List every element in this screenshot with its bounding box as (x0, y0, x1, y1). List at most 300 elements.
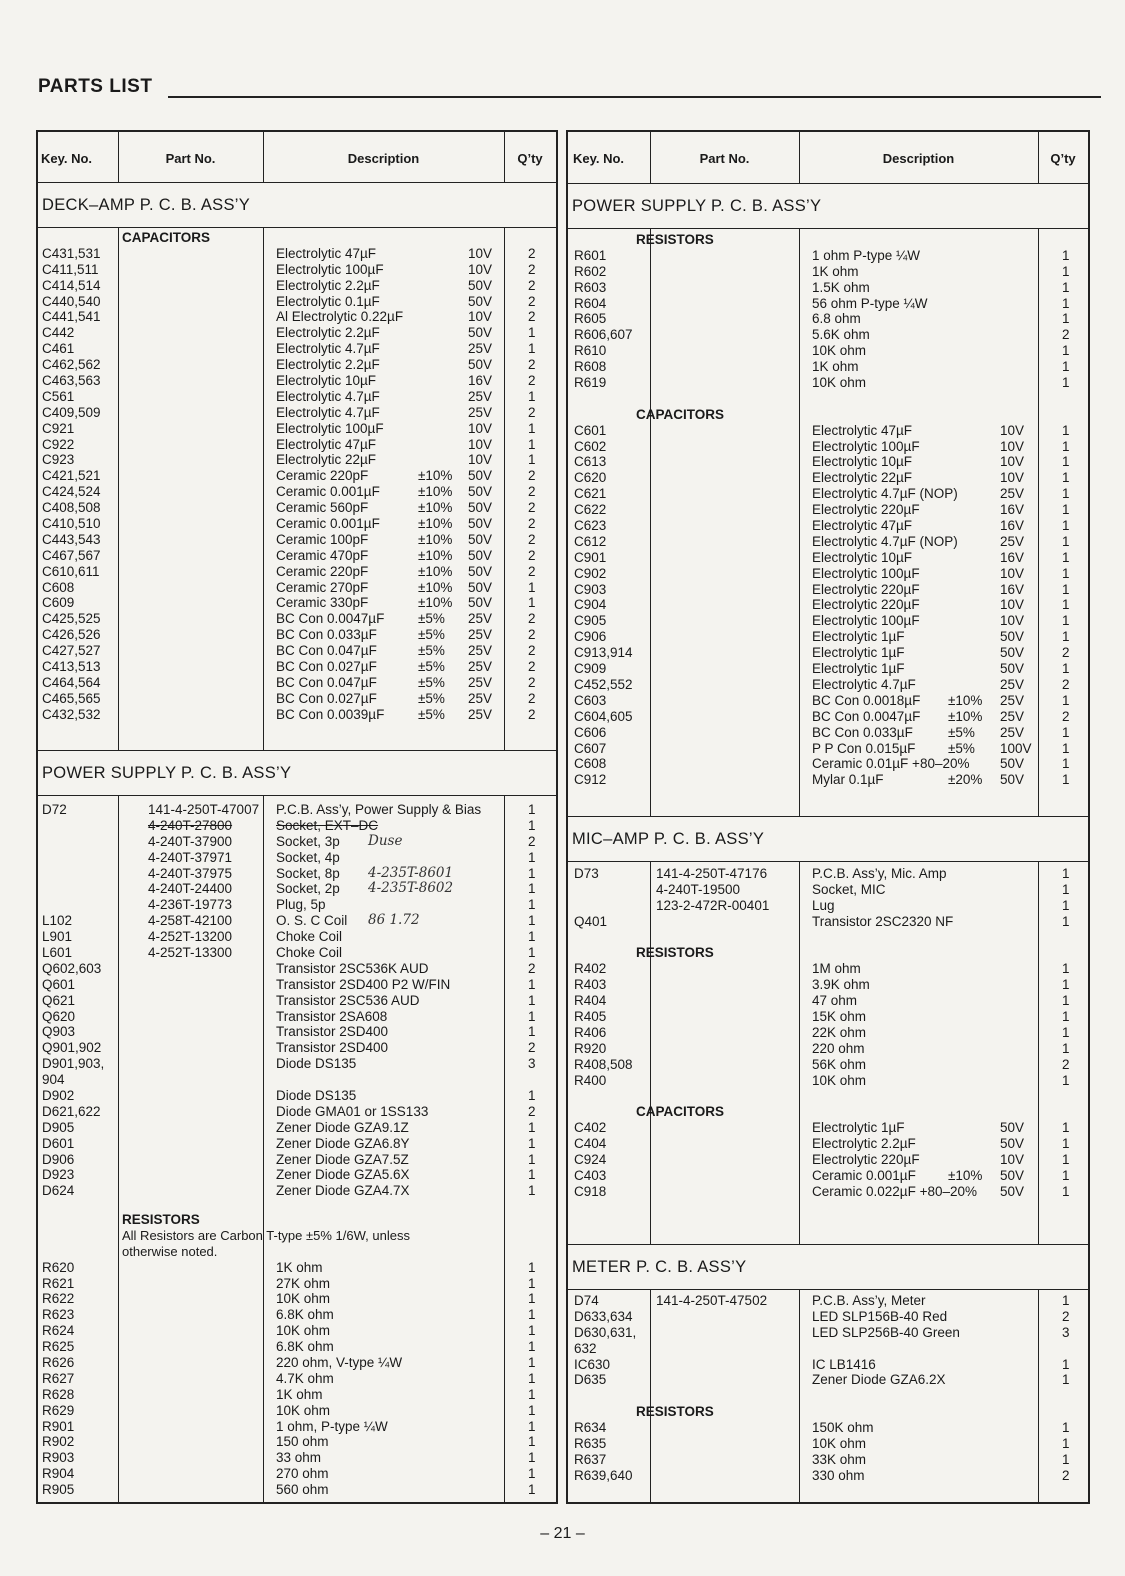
table-row (38, 1260, 556, 1276)
voltage: 100V (1000, 740, 1032, 756)
key-number: C462,562 (42, 357, 101, 373)
key-number: R903 (42, 1450, 75, 1466)
part-number: 4-240T-37900 (148, 833, 233, 849)
tolerance: ±5% (418, 659, 445, 675)
table-row (568, 582, 1088, 598)
voltage: 50V (1000, 772, 1025, 788)
table-row (38, 532, 556, 548)
quantity: 1 (528, 341, 536, 357)
table-row (38, 945, 556, 961)
table-row (568, 327, 1088, 343)
meter-rows (568, 1293, 1088, 1484)
key-number: 632 (574, 1340, 597, 1356)
voltage: 10V (1000, 613, 1025, 629)
quantity: 1 (528, 1370, 536, 1386)
table-row (568, 866, 1088, 882)
part-number: 4-240T-37975 (148, 865, 233, 881)
table-row (568, 375, 1088, 391)
description: Electrolytic 22µF (812, 470, 913, 486)
description: Electrolytic 4.7µF (NOP) (812, 486, 958, 502)
table-row (568, 1073, 1088, 1089)
section-mic-amp: MIC–AMP P. C. B. ASS’Y (568, 816, 1088, 862)
table-row (568, 677, 1088, 693)
table-row (568, 359, 1088, 375)
part-number: 4-252T-13300 (148, 945, 233, 961)
table-row (38, 1152, 556, 1168)
tolerance: ±5% (418, 674, 445, 690)
quantity: 1 (1062, 1072, 1070, 1088)
key-number: L901 (42, 929, 73, 945)
quantity: 1 (1062, 247, 1070, 263)
quantity: 2 (528, 833, 536, 849)
header-qty: Q’ty (1050, 150, 1076, 166)
description: Zener Diode GZA6.8Y (276, 1135, 410, 1151)
key-number: R625 (42, 1339, 75, 1355)
quantity: 1 (1062, 961, 1070, 977)
key-number: C924 (574, 1152, 607, 1168)
description: Electrolytic 4.7µF (276, 404, 380, 420)
table-row (568, 1372, 1088, 1388)
quantity: 2 (528, 468, 536, 484)
tolerance: ±10% (418, 563, 453, 579)
key-number: C623 (574, 518, 607, 534)
key-number: C441,541 (42, 309, 101, 325)
quantity: 1 (528, 849, 536, 865)
key-number: C613 (574, 454, 607, 470)
description: Transistor 2SD400 (276, 1040, 389, 1056)
category-label: RESISTORS (636, 1404, 714, 1420)
voltage: 25V (468, 643, 493, 659)
quantity: 2 (528, 293, 536, 309)
voltage: 10V (1000, 454, 1025, 470)
quantity: 2 (528, 674, 536, 690)
quantity: 2 (528, 643, 536, 659)
key-number: C465,565 (42, 690, 101, 706)
quantity: 2 (528, 500, 536, 516)
quantity: 2 (1062, 676, 1070, 692)
description: Electrolytic 2.2µF (276, 277, 380, 293)
key-number: R901 (42, 1418, 75, 1434)
quantity: 1 (528, 1402, 536, 1418)
description: Diode DS135 (276, 1088, 357, 1104)
description: Ceramic 0.001µF (276, 484, 380, 500)
description: Electrolytic 1µF (812, 629, 905, 645)
quantity: 1 (1062, 740, 1070, 756)
quantity: 1 (528, 865, 536, 881)
table-row (568, 1341, 1088, 1357)
table-row (38, 834, 556, 850)
mic-amp-rows (568, 866, 1088, 1200)
category-row (568, 232, 1088, 248)
table-row (38, 659, 556, 675)
voltage: 50V (468, 500, 493, 516)
key-number: C913,914 (574, 645, 633, 661)
quantity: 1 (528, 1466, 536, 1482)
spacer-row (568, 1088, 1088, 1104)
part-number: 4-240T-27800 (148, 817, 233, 833)
key-number: R606,607 (574, 327, 633, 343)
section-power-supply-left: POWER SUPPLY P. C. B. ASS’Y (38, 750, 556, 796)
voltage: 50V (468, 516, 493, 532)
table-row (38, 1387, 556, 1403)
table-row (38, 484, 556, 500)
key-number: R603 (574, 279, 607, 295)
description: 1M ohm (812, 961, 861, 977)
description: 220 ohm (812, 1040, 865, 1056)
voltage: 50V (1000, 629, 1025, 645)
key-number: C901 (574, 549, 607, 565)
description: BC Con 0.027µF (276, 659, 377, 675)
tolerance: ±10% (418, 468, 453, 484)
quantity: 1 (528, 452, 536, 468)
description: Ceramic 0.022µF +80–20% (812, 1183, 977, 1199)
description: Transistor 2SD400 P2 W/FIN (276, 976, 451, 992)
table-row (38, 373, 556, 389)
key-number: C443,543 (42, 531, 101, 547)
table-row (568, 629, 1088, 645)
key-number: R629 (42, 1402, 75, 1418)
key-number: C410,510 (42, 516, 101, 532)
quantity: 1 (1062, 661, 1070, 677)
description: Electrolytic 22µF (276, 452, 377, 468)
description: Electrolytic 47µF (812, 518, 913, 534)
key-number: R610 (574, 343, 607, 359)
table-row (38, 1088, 556, 1104)
key-number: R601 (574, 247, 607, 263)
quantity: 1 (1062, 1167, 1070, 1183)
description: Electrolytic 100µF (276, 261, 384, 277)
handwritten-note: 86 1.72 (368, 912, 420, 929)
table-row (568, 1452, 1088, 1468)
key-number: R620 (42, 1259, 75, 1275)
key-number: C603 (574, 692, 607, 708)
voltage: 50V (468, 325, 493, 341)
key-number: C610,611 (42, 563, 100, 579)
key-number: D74 (574, 1293, 599, 1308)
quantity: 2 (528, 404, 536, 420)
table-row (38, 1120, 556, 1136)
description: Electrolytic 47µF (276, 436, 377, 452)
description: Electrolytic 47µF (812, 422, 913, 438)
table-row (568, 709, 1088, 725)
description: Zener Diode GZA7.5Z (276, 1151, 409, 1167)
quantity: 1 (528, 388, 536, 404)
table-row (38, 691, 556, 707)
key-number: Q401 (574, 913, 608, 929)
quantity: 1 (1062, 629, 1070, 645)
table-row (38, 564, 556, 580)
voltage: 25V (468, 341, 493, 357)
key-number: C902 (574, 565, 607, 581)
description: Ceramic 270pF (276, 579, 369, 595)
key-number: C921 (42, 420, 75, 436)
table-row (38, 977, 556, 993)
voltage: 50V (468, 579, 493, 595)
description: Ceramic 100pF (276, 531, 369, 547)
description: Plug, 5p (276, 897, 326, 913)
quantity: 1 (528, 802, 536, 817)
quantity: 2 (528, 627, 536, 643)
category-row (568, 407, 1088, 423)
tolerance: ±5% (418, 706, 445, 722)
key-number: C608 (574, 756, 607, 772)
tolerance: ±5% (418, 611, 445, 627)
description: BC Con 0.047µF (276, 674, 377, 690)
key-number: R639,640 (574, 1467, 633, 1483)
tolerance: ±10% (418, 500, 453, 516)
quantity: 1 (528, 881, 536, 897)
table-row (38, 866, 556, 882)
category-label: RESISTORS (122, 1212, 200, 1227)
table-row (568, 454, 1088, 470)
part-number: 4-240T-37971 (148, 849, 233, 865)
description: BC Con 0.033µF (812, 724, 913, 740)
description: Socket, 4p (276, 849, 340, 865)
key-number: R902 (42, 1434, 75, 1450)
quantity: 2 (1062, 1308, 1070, 1324)
key-number: C608 (42, 579, 75, 595)
key-number: R623 (42, 1307, 75, 1323)
table-row (568, 1136, 1088, 1152)
voltage: 50V (1000, 645, 1025, 661)
table-row (568, 977, 1088, 993)
key-number: D901,903, (42, 1056, 105, 1072)
header-qty: Q’ty (517, 150, 543, 166)
voltage: 25V (468, 706, 493, 722)
quantity: 1 (1062, 1183, 1070, 1199)
tolerance: ±10% (948, 1167, 983, 1183)
table-row (568, 550, 1088, 566)
part-number: 141-4-250T-47007 (148, 802, 260, 817)
table-row (38, 1434, 556, 1450)
quantity: 1 (528, 897, 536, 913)
description: Transistor 2SC2320 NF (812, 913, 954, 929)
table-row (38, 929, 556, 945)
table-row (38, 1009, 556, 1025)
table-row (568, 470, 1088, 486)
quantity: 2 (1062, 1056, 1070, 1072)
key-number: D601 (42, 1135, 75, 1151)
quantity: 1 (1062, 359, 1070, 375)
quantity: 1 (528, 1323, 536, 1339)
voltage: 50V (468, 468, 493, 484)
description: P.C.B. Ass’y, Power Supply & Bias (276, 802, 482, 817)
description: Ceramic 330pF (276, 595, 369, 611)
description: Ceramic 560pF (276, 500, 369, 516)
quantity: 1 (1062, 1436, 1070, 1452)
description: 1 ohm, P-type ¼W (276, 1418, 388, 1434)
key-number: R621 (42, 1275, 75, 1291)
voltage: 25V (468, 404, 493, 420)
quantity: 1 (528, 1275, 536, 1291)
table-row (38, 595, 556, 611)
quantity: 1 (528, 1307, 536, 1323)
table-row (38, 1371, 556, 1387)
description: 1K ohm (276, 1259, 323, 1275)
key-number: C402 (574, 1120, 607, 1136)
description: P.C.B. Ass’y, Meter (812, 1293, 926, 1308)
table-row (38, 246, 556, 262)
description: Socket, EXT–DC (276, 817, 379, 833)
key-number: C606 (574, 724, 607, 740)
key-number: C464,564 (42, 674, 101, 690)
deck-amp-rows (38, 230, 556, 723)
table-row (568, 741, 1088, 757)
key-number: C467,567 (42, 547, 101, 563)
description: Ceramic 470pF (276, 547, 369, 563)
quantity: 1 (1062, 581, 1070, 597)
page-title: PARTS LIST (38, 76, 153, 97)
table-row (38, 611, 556, 627)
table-row (568, 518, 1088, 534)
quantity: 1 (1062, 502, 1070, 518)
header-description: Description (347, 150, 420, 166)
key-number: C413,513 (42, 659, 101, 675)
key-number: C427,527 (42, 643, 101, 659)
tolerance: ±5% (418, 643, 445, 659)
description: Socket, MIC (812, 881, 886, 897)
description: 1K ohm (276, 1386, 323, 1402)
voltage: 50V (1000, 1120, 1025, 1136)
table-row (38, 437, 556, 453)
description: Electrolytic 100µF (812, 613, 920, 629)
table-row (38, 1276, 556, 1292)
description: 56 ohm P-type ¼W (812, 295, 928, 311)
description: Electrolytic 100µF (276, 420, 384, 436)
key-number: C403 (574, 1167, 607, 1183)
quantity: 1 (1062, 993, 1070, 1009)
key-number: C409,509 (42, 404, 101, 420)
quantity: 2 (528, 659, 536, 675)
description: 3.9K ohm (812, 977, 870, 993)
key-number: Q903 (42, 1024, 76, 1040)
quantity: 1 (1062, 454, 1070, 470)
table-row (38, 818, 556, 834)
quantity: 2 (528, 1103, 536, 1119)
voltage: 25V (1000, 486, 1025, 502)
table-row (38, 294, 556, 310)
quantity: 1 (1062, 1024, 1070, 1040)
table-row (38, 627, 556, 643)
key-number: C923 (42, 452, 75, 468)
key-number: D906 (42, 1151, 75, 1167)
voltage: 25V (1000, 533, 1025, 549)
voltage: 10V (1000, 597, 1025, 613)
table-row (568, 1057, 1088, 1073)
quantity: 1 (1062, 1120, 1070, 1136)
description: 15K ohm (812, 1009, 867, 1025)
table-row (568, 1025, 1088, 1041)
key-number: C607 (574, 740, 607, 756)
table-row (568, 693, 1088, 709)
category-label: CAPACITORS (122, 230, 211, 245)
key-number: R400 (574, 1072, 607, 1088)
voltage: 10V (1000, 565, 1025, 581)
key-number: C904 (574, 597, 607, 613)
description: Zener Diode GZA9.1Z (276, 1119, 409, 1135)
quantity: 2 (528, 309, 536, 325)
quantity: 1 (528, 817, 536, 833)
quantity: 1 (1062, 375, 1070, 391)
quantity: 2 (528, 547, 536, 563)
header-key: Key. No. (573, 150, 625, 166)
voltage: 50V (468, 547, 493, 563)
description: Transistor 2SA608 (276, 1008, 388, 1024)
key-number: IC630 (574, 1356, 611, 1372)
key-number: R604 (574, 295, 607, 311)
table-row (38, 802, 556, 818)
description: Transistor 2SD400 (276, 1024, 389, 1040)
key-number: R602 (574, 263, 607, 279)
table-row (38, 516, 556, 532)
key-number: D902 (42, 1088, 75, 1104)
description: LED SLP256B-40 Green (812, 1324, 960, 1340)
description: Electrolytic 4.7µF (812, 676, 916, 692)
description: 330 ohm (812, 1467, 865, 1483)
voltage: 10V (468, 420, 493, 436)
description: P P Con 0.015µF (812, 740, 916, 756)
table-row (38, 1040, 556, 1056)
quantity: 1 (528, 1151, 536, 1167)
description: 6.8 ohm (812, 311, 861, 327)
right-parts-table (566, 130, 1090, 1504)
part-number: 4-258T-42100 (148, 913, 233, 929)
description: Socket, 2p (276, 881, 340, 897)
part-number: 141-4-250T-47176 (656, 866, 768, 881)
table-row (568, 661, 1088, 677)
key-number: C452,552 (574, 676, 633, 692)
key-number: R404 (574, 993, 607, 1009)
description: Al Electrolytic 0.22µF (276, 309, 404, 325)
quantity: 2 (528, 277, 536, 293)
quantity: 2 (528, 245, 536, 261)
table-row (568, 597, 1088, 613)
table-row (568, 1436, 1088, 1452)
key-number: C609 (42, 595, 75, 611)
key-number: R402 (574, 961, 607, 977)
power-supply-rows (38, 802, 556, 1199)
table-row (38, 1450, 556, 1466)
tolerance: ±5% (948, 740, 975, 756)
description: Transistor 2SC536K AUD (276, 960, 429, 976)
key-number: C414,514 (42, 277, 101, 293)
description: Electrolytic 10µF (812, 549, 913, 565)
tolerance: ±5% (418, 627, 445, 643)
description: 10K ohm (276, 1323, 331, 1339)
table-row (568, 248, 1088, 264)
table-row (568, 502, 1088, 518)
description: Electrolytic 2.2µF (812, 1136, 916, 1152)
key-number: D624 (42, 1183, 75, 1199)
quantity: 2 (1062, 327, 1070, 343)
quantity: 1 (1062, 549, 1070, 565)
header-part: Part No. (165, 150, 216, 166)
key-number: C463,563 (42, 373, 101, 389)
key-number: C620 (574, 470, 607, 486)
quantity: 1 (1062, 518, 1070, 534)
table-row (568, 772, 1088, 788)
key-number: R904 (42, 1466, 75, 1482)
description: Electrolytic 47µF (276, 245, 377, 261)
table-row (38, 1072, 556, 1088)
quantity: 1 (1062, 1040, 1070, 1056)
quantity: 1 (528, 1024, 536, 1040)
key-number: D630,631, (574, 1324, 637, 1340)
voltage: 16V (468, 373, 493, 389)
description: 10K ohm (812, 375, 867, 391)
voltage: 25V (1000, 676, 1025, 692)
voltage: 50V (1000, 756, 1025, 772)
